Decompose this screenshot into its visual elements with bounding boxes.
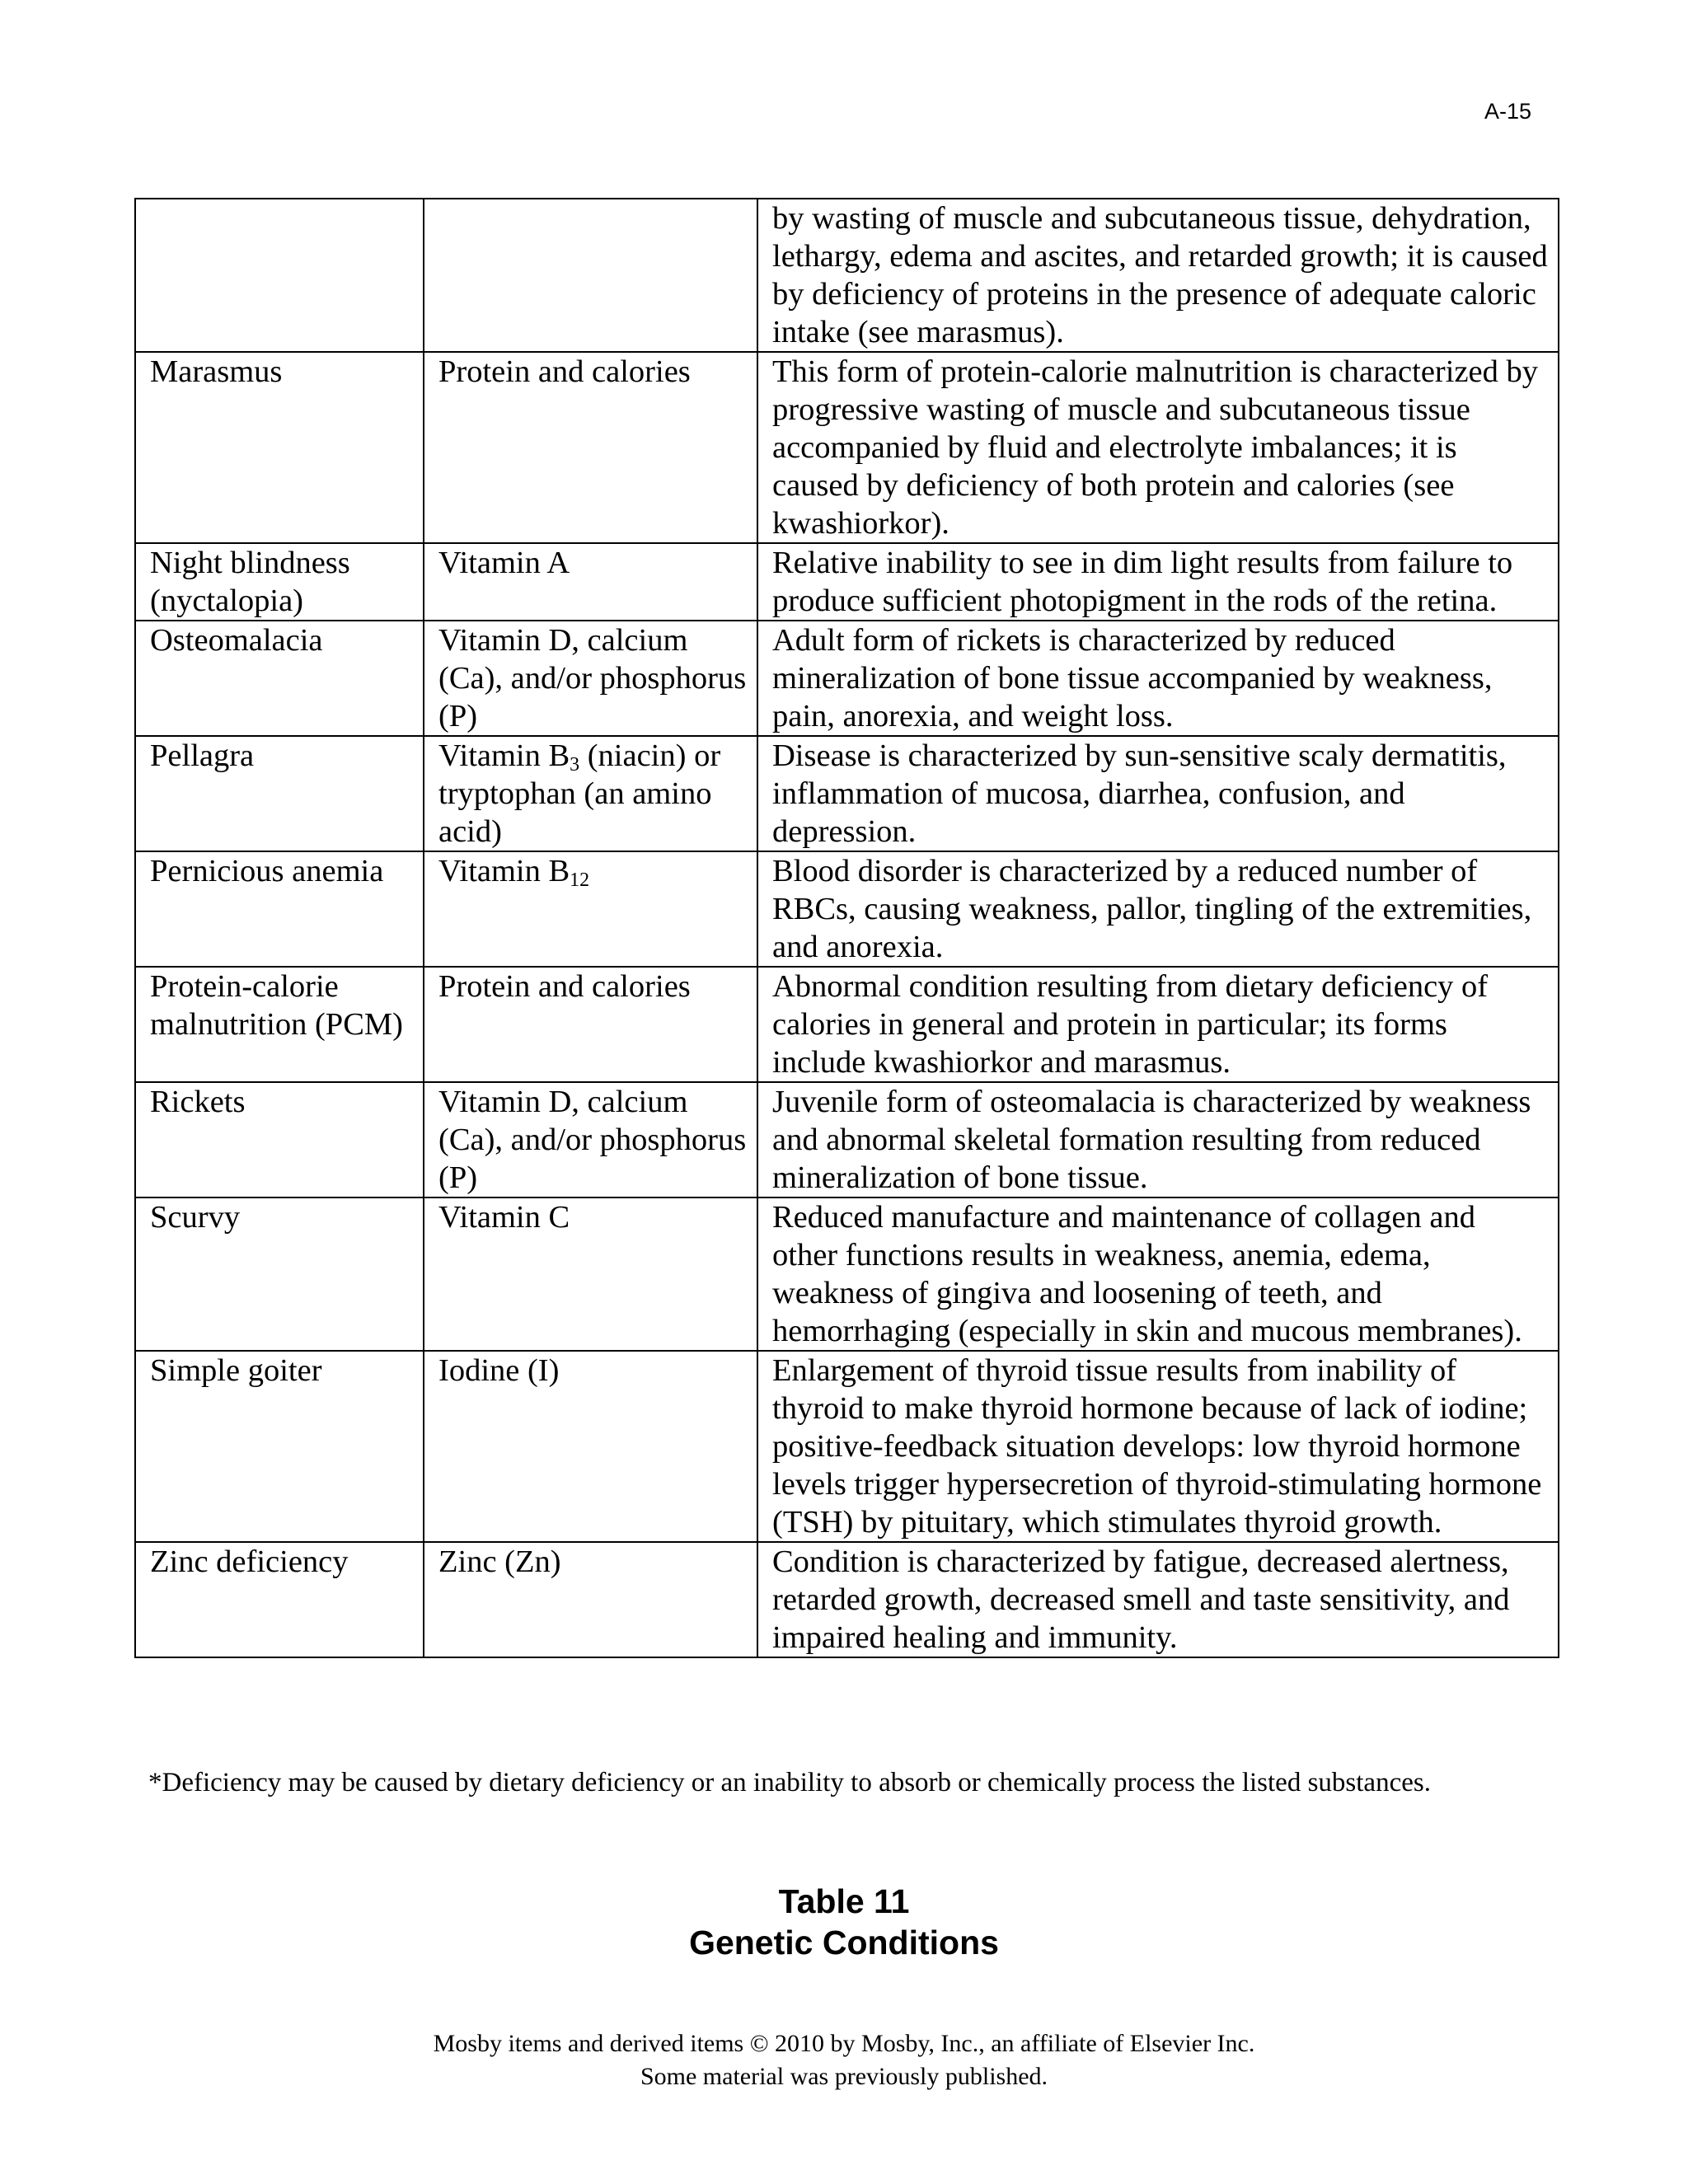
substance-cell xyxy=(424,967,757,1082)
substance-subscript: 12 xyxy=(570,869,590,891)
condition-cell xyxy=(135,199,424,352)
next-table-title: Genetic Conditions xyxy=(689,1924,999,1961)
substance-cell xyxy=(424,199,757,352)
condition-cell: Night blindness (nyctalopia) xyxy=(135,543,424,621)
substance-subscript: 3 xyxy=(570,753,580,776)
substance-text: Protein and calories xyxy=(438,969,691,1004)
copyright-line-1: Mosby items and derived items © 2010 by Mosby, Inc., an affiliate of Elsevier Inc. xyxy=(433,2030,1255,2057)
table-row xyxy=(135,1351,1559,1542)
substance-cell xyxy=(424,1197,757,1351)
substance-cell xyxy=(424,851,757,967)
page-number: A-15 xyxy=(1484,99,1531,124)
condition-cell: Osteomalacia xyxy=(135,621,424,736)
description-cell: This form of protein-calorie malnutrition is characterized by progressive wasting of muscle and subcutaneous tissue accompanied by fluid and electrolyte imbalances; it is caused by deficiency of both protein and calories (see kwashiorkor). xyxy=(757,352,1559,543)
table-row xyxy=(135,621,1559,736)
deficiency-table-container xyxy=(134,198,1558,1658)
substance-text-rest: (niacin) or tryptophan (an amino acid) xyxy=(438,738,721,849)
table-row xyxy=(135,736,1559,851)
substance-text: Vitamin D, calcium (Ca), and/or phosphorus (P) xyxy=(438,623,747,733)
substance-cell xyxy=(424,352,757,543)
substance-cell xyxy=(424,621,757,736)
table-body xyxy=(135,199,1559,1657)
substance-cell xyxy=(424,736,757,851)
copyright-line-2: Some material was previously published. xyxy=(640,2063,1048,2090)
table-footnote: *Deficiency may be caused by dietary deficiency or an inability to absorb or chemically process the listed substances. xyxy=(148,1768,1431,1797)
description-cell: Reduced manufacture and maintenance of collagen and other functions results in weakness, anemia, edema, weakness of gingiva and loosening of teeth, and hemorrhaging (especially in skin and mucous membranes). xyxy=(757,1197,1559,1351)
substance-text: Iodine (I) xyxy=(438,1353,560,1388)
table-row xyxy=(135,352,1559,543)
table-row xyxy=(135,543,1559,621)
substance-text: Vitamin A xyxy=(438,546,570,580)
condition-cell: Rickets xyxy=(135,1082,424,1197)
deficiency-table xyxy=(134,198,1559,1658)
substance-cell xyxy=(424,1351,757,1542)
condition-cell: Pernicious anemia xyxy=(135,851,424,967)
description-cell: Blood disorder is characterized by a reduced number of RBCs, causing weakness, pallor, tingling of the extremities, and anorexia. xyxy=(757,851,1559,967)
substance-text: Vitamin D, calcium (Ca), and/or phosphorus (P) xyxy=(438,1085,747,1195)
table-row xyxy=(135,199,1559,352)
condition-cell: Scurvy xyxy=(135,1197,424,1351)
table-row xyxy=(135,1197,1559,1351)
condition-cell: Marasmus xyxy=(135,352,424,543)
description-cell: Disease is characterized by sun-sensitive scaly dermatitis, inflammation of mucosa, diarrhea, confusion, and depression. xyxy=(757,736,1559,851)
substance-cell xyxy=(424,1542,757,1657)
condition-cell: Pellagra xyxy=(135,736,424,851)
description-cell: Adult form of rickets is characterized by reduced mineralization of bone tissue accompanied by weakness, pain, anorexia, and weight loss. xyxy=(757,621,1559,736)
table-row xyxy=(135,851,1559,967)
description-cell: Condition is characterized by fatigue, decreased alertness, retarded growth, decreased smell and taste sensitivity, and impaired healing and immunity. xyxy=(757,1542,1559,1657)
substance-text: Zinc (Zn) xyxy=(438,1544,561,1579)
condition-cell: Simple goiter xyxy=(135,1351,424,1542)
description-cell: Enlargement of thyroid tissue results from inability of thyroid to make thyroid hormone because of lack of iodine; positive-feedback situation develops: low thyroid hormone levels trigger hypersecretion of thyroid-stimulating hormone (TSH) by pituitary, which stimulates thyroid growth. xyxy=(757,1351,1559,1542)
substance-text: Vitamin B xyxy=(438,854,570,888)
substance-cell xyxy=(424,543,757,621)
condition-cell: Zinc deficiency xyxy=(135,1542,424,1657)
next-table-number: Table 11 xyxy=(778,1882,910,1920)
substance-text: Protein and calories xyxy=(438,354,691,389)
description-cell: Abnormal condition resulting from dietary deficiency of calories in general and protein in particular; its forms include kwashiorkor and marasmus. xyxy=(757,967,1559,1082)
substance-cell xyxy=(424,1082,757,1197)
description-cell: by wasting of muscle and subcutaneous tissue, dehydration, lethargy, edema and ascites, and retarded growth; it is caused by deficiency of proteins in the presence of adequate caloric intake (see marasmus). xyxy=(757,199,1559,352)
substance-text: Vitamin B xyxy=(438,738,570,773)
description-cell: Juvenile form of osteomalacia is characterized by weakness and abnormal skeletal formation resulting from reduced mineralization of bone tissue. xyxy=(757,1082,1559,1197)
table-row xyxy=(135,1542,1559,1657)
copyright-notice xyxy=(0,2027,1688,2093)
description-cell: Relative inability to see in dim light results from failure to produce sufficient photopigment in the rods of the retina. xyxy=(757,543,1559,621)
substance-text: Vitamin C xyxy=(438,1200,570,1235)
next-table-heading xyxy=(0,1881,1688,1963)
table-row xyxy=(135,967,1559,1082)
condition-cell: Protein-calorie malnutrition (PCM) xyxy=(135,967,424,1082)
table-row xyxy=(135,1082,1559,1197)
